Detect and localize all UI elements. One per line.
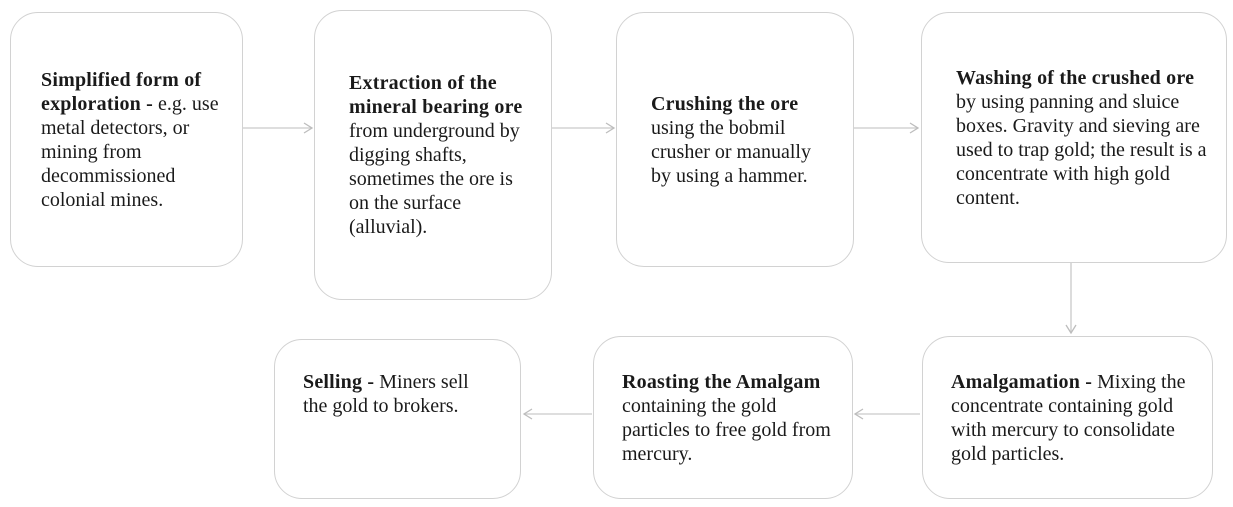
- step-crushing-text: [651, 92, 825, 188]
- step-washing-title: Washing of the crushed ore: [956, 66, 1195, 89]
- step-amalgamation-body: Mixing the concentrate containing gold with mercury to consolidate gold particles.: [951, 370, 1186, 465]
- step-crushing-title: Crushing the ore: [651, 92, 799, 115]
- step-amalgamation: [922, 336, 1213, 499]
- step-roasting-title: Roasting the Amalgam: [622, 370, 821, 393]
- step-extraction-title: Extraction of the mineral bearing ore: [349, 72, 523, 118]
- step-exploration: [10, 12, 243, 267]
- arrowhead-step4-to-step5: [1066, 325, 1076, 333]
- step-roasting-text: [622, 370, 834, 466]
- step-roasting-body: containing the gold particles to free gold from mercury.: [622, 394, 831, 465]
- step-exploration-text: [41, 68, 228, 212]
- step-extraction-text: [349, 71, 537, 239]
- step-selling-title: Selling -: [303, 371, 375, 393]
- step-exploration-body: e.g. use metal detectors, or mining from decommissioned colonial mines.: [41, 92, 219, 211]
- step-selling: [274, 339, 521, 499]
- arrowhead-step6-to-step7: [524, 409, 532, 419]
- arrowhead-step5-to-step6: [855, 409, 863, 419]
- step-washing: [921, 12, 1227, 263]
- arrowhead-step2-to-step3: [606, 123, 614, 133]
- arrowhead-step1-to-step2: [304, 123, 312, 133]
- step-extraction-body: from underground by digging shafts, sometimes the ore is on the surface (alluvial).: [349, 120, 520, 238]
- step-selling-text: [303, 370, 470, 418]
- step-selling-body: Miners sell the gold to brokers.: [303, 371, 469, 417]
- step-amalgamation-text: [951, 370, 1200, 466]
- step-crushing: [616, 12, 854, 267]
- step-extraction: [314, 10, 552, 300]
- step-roasting: [593, 336, 853, 499]
- step-washing-text: [956, 66, 1212, 210]
- step-crushing-body: using the bobmil crusher or manually by using a hammer.: [651, 116, 811, 187]
- step-washing-body: by using panning and sluice boxes. Gravity and sieving are used to trap gold; the result is a concentrate with high gold content.: [956, 90, 1207, 209]
- step-exploration-title: Simplified form of exploration -: [41, 68, 202, 115]
- arrowhead-step3-to-step4: [910, 123, 918, 133]
- step-amalgamation-title: Amalgamation -: [951, 370, 1093, 393]
